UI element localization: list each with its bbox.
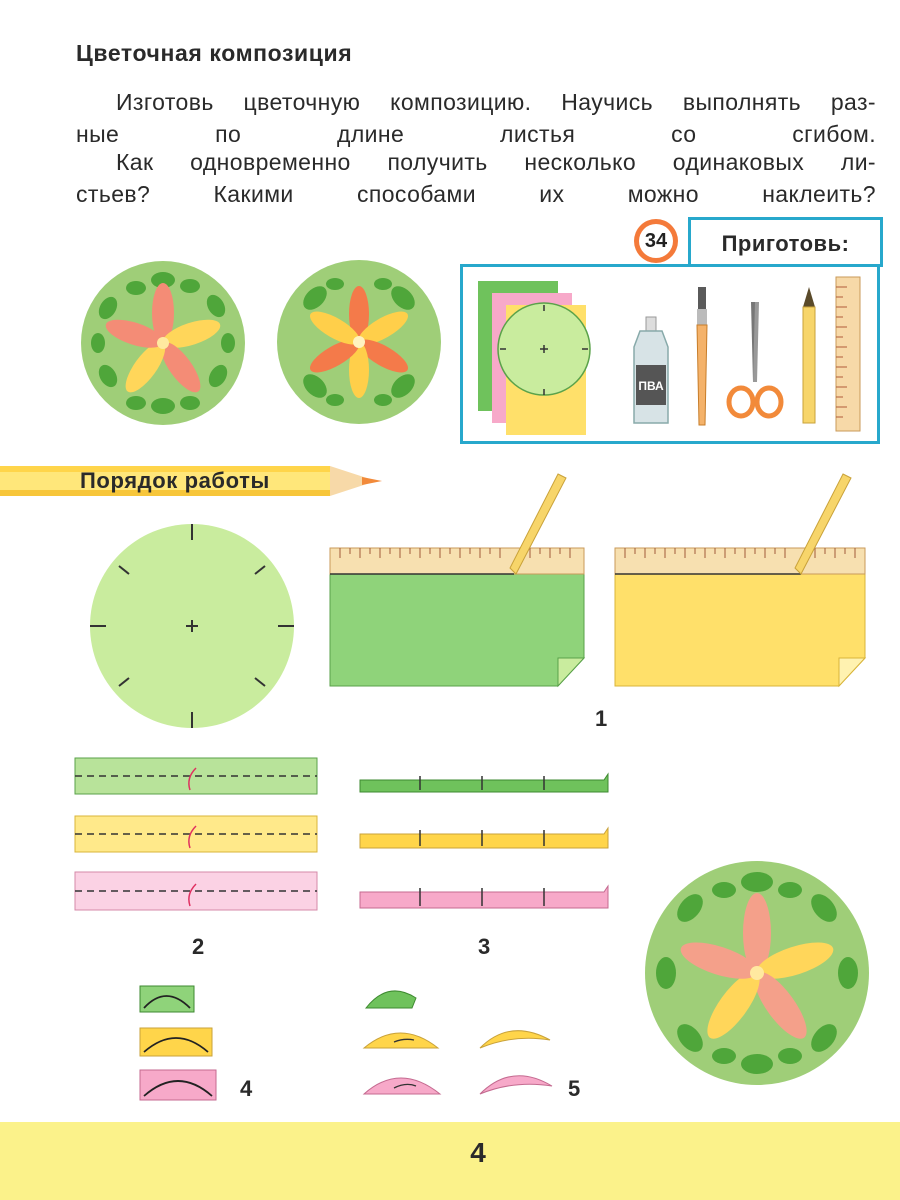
- step-number-4: 4: [240, 1076, 253, 1101]
- step-number-3: 3: [478, 934, 491, 959]
- ruler-icon: [835, 277, 863, 433]
- finished-composition-photo: [644, 860, 870, 1086]
- intro-paragraph: [76, 86, 876, 150]
- question-line-2: стьев? Какими способами их можно наклеить?: [76, 181, 876, 207]
- green-sheet-with-ruler: [330, 470, 590, 690]
- glue-label: ПВА: [638, 379, 664, 393]
- question-paragraph: [76, 146, 876, 210]
- pencil-icon: [799, 287, 819, 427]
- step-number-2: 2: [192, 934, 205, 959]
- template-circle: [88, 522, 298, 732]
- question-line-1: Как одновременно получить несколько одинаковых ли-: [116, 149, 876, 175]
- yellow-sheet-with-ruler: [615, 470, 875, 690]
- colored-paper-stack-icon: [478, 281, 618, 431]
- composition-photo-1: [78, 258, 248, 428]
- folding-strips: [74, 756, 324, 916]
- cut-leaves: [362, 984, 562, 1104]
- page-heading: Цветочная композиция: [76, 40, 353, 66]
- folded-strips: [360, 770, 610, 920]
- materials-title: Приготовь:: [688, 217, 883, 267]
- materials-panel: [460, 264, 880, 444]
- section-title: Порядок работы: [80, 468, 270, 493]
- intro-line-1: Изготовь цветочную композицию. Научись выполнять раз-: [116, 89, 876, 115]
- page-number: 4: [470, 1137, 486, 1168]
- intro-line-2: ные по длине листья со сгибом.: [76, 121, 876, 147]
- glue-bottle-icon: [626, 317, 676, 427]
- marked-leaf-blanks: [138, 984, 228, 1104]
- scissors-icon: [725, 302, 785, 422]
- composition-photo-2: [275, 258, 443, 426]
- brush-icon: [691, 287, 713, 427]
- step-number-1: 1: [595, 706, 608, 731]
- step-number-5: 5: [568, 1076, 581, 1101]
- lesson-number: 34: [644, 229, 668, 252]
